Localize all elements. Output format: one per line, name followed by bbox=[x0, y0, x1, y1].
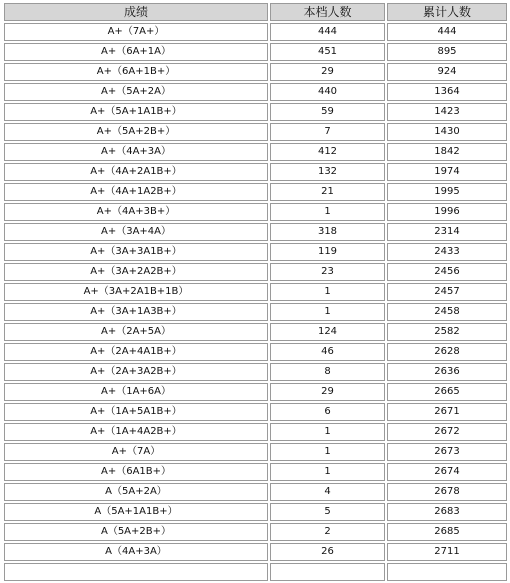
grade-cell: A（5A+2B+） bbox=[4, 523, 268, 541]
cumulative-count-cell: 895 bbox=[387, 43, 507, 61]
table-row bbox=[4, 103, 507, 121]
table-row bbox=[4, 183, 507, 201]
grade-cell: A+（6A+1A） bbox=[4, 43, 268, 61]
band-count-cell: 4 bbox=[270, 483, 385, 501]
band-count-cell: 1 bbox=[270, 203, 385, 221]
grade-cell: A+（4A+3B+） bbox=[4, 203, 268, 221]
table-row bbox=[4, 303, 507, 321]
band-count-cell: 1 bbox=[270, 283, 385, 301]
table-row bbox=[4, 23, 507, 41]
table-row bbox=[4, 343, 507, 361]
cumulative-count-cell: 2711 bbox=[387, 543, 507, 561]
table-row bbox=[4, 423, 507, 441]
grade-cell: A+（2A+3A2B+） bbox=[4, 363, 268, 381]
grade-cell: A+（3A+2A2B+） bbox=[4, 263, 268, 281]
grade-cell: A+（5A+2B+） bbox=[4, 123, 268, 141]
header-row bbox=[4, 3, 507, 21]
band-count-cell: 46 bbox=[270, 343, 385, 361]
band-count-cell: 2 bbox=[270, 523, 385, 541]
grade-cell: A+（5A+1A1B+） bbox=[4, 103, 268, 121]
header-band-count: 本档人数 bbox=[270, 3, 385, 21]
cumulative-count-cell: 2671 bbox=[387, 403, 507, 421]
cumulative-count-cell: 2433 bbox=[387, 243, 507, 261]
band-count-cell: 59 bbox=[270, 103, 385, 121]
cumulative-count-cell: 1430 bbox=[387, 123, 507, 141]
band-count-cell: 26 bbox=[270, 543, 385, 561]
table-row bbox=[4, 283, 507, 301]
grade-cell: A+（6A1B+） bbox=[4, 463, 268, 481]
table-row bbox=[4, 563, 507, 581]
grade-cell: A（5A+2A） bbox=[4, 483, 268, 501]
grade-cell: A+（5A+2A） bbox=[4, 83, 268, 101]
table-row bbox=[4, 123, 507, 141]
grade-cell: A+（2A+5A） bbox=[4, 323, 268, 341]
band-count-cell: 6 bbox=[270, 403, 385, 421]
band-count-cell: 1 bbox=[270, 443, 385, 461]
table-row bbox=[4, 363, 507, 381]
grade-cell: A+（4A+2A1B+） bbox=[4, 163, 268, 181]
grade-cell: A（4A+3A） bbox=[4, 543, 268, 561]
table-row bbox=[4, 523, 507, 541]
cumulative-count-cell: 2314 bbox=[387, 223, 507, 241]
table-row bbox=[4, 443, 507, 461]
grade-cell: A+（4A+3A） bbox=[4, 143, 268, 161]
table-row bbox=[4, 263, 507, 281]
table-row bbox=[4, 503, 507, 521]
table-row bbox=[4, 543, 507, 561]
grade-cell: A+（6A+1B+） bbox=[4, 63, 268, 81]
cumulative-count-cell: 2674 bbox=[387, 463, 507, 481]
cumulative-count-cell: 2672 bbox=[387, 423, 507, 441]
band-count-cell: 1 bbox=[270, 463, 385, 481]
band-count-cell: 451 bbox=[270, 43, 385, 61]
band-count-cell: 318 bbox=[270, 223, 385, 241]
cumulative-count-cell bbox=[387, 563, 507, 581]
grade-cell bbox=[4, 563, 268, 581]
cumulative-count-cell: 1842 bbox=[387, 143, 507, 161]
cumulative-count-cell: 924 bbox=[387, 63, 507, 81]
cumulative-count-cell: 2636 bbox=[387, 363, 507, 381]
band-count-cell: 124 bbox=[270, 323, 385, 341]
table-body bbox=[4, 23, 507, 581]
cumulative-count-cell: 444 bbox=[387, 23, 507, 41]
score-table bbox=[2, 1, 509, 583]
cumulative-count-cell: 2673 bbox=[387, 443, 507, 461]
band-count-cell: 1 bbox=[270, 303, 385, 321]
band-count-cell: 412 bbox=[270, 143, 385, 161]
table-row bbox=[4, 463, 507, 481]
band-count-cell: 7 bbox=[270, 123, 385, 141]
cumulative-count-cell: 2685 bbox=[387, 523, 507, 541]
cumulative-count-cell: 2665 bbox=[387, 383, 507, 401]
table-row bbox=[4, 383, 507, 401]
table-row bbox=[4, 143, 507, 161]
cumulative-count-cell: 1974 bbox=[387, 163, 507, 181]
band-count-cell: 5 bbox=[270, 503, 385, 521]
grade-cell: A+（3A+2A1B+1B） bbox=[4, 283, 268, 301]
cumulative-count-cell: 2678 bbox=[387, 483, 507, 501]
table-row bbox=[4, 243, 507, 261]
table-row bbox=[4, 63, 507, 81]
cumulative-count-cell: 2456 bbox=[387, 263, 507, 281]
table-row bbox=[4, 323, 507, 341]
band-count-cell: 444 bbox=[270, 23, 385, 41]
header-cumulative-count: 累计人数 bbox=[387, 3, 507, 21]
cumulative-count-cell: 1423 bbox=[387, 103, 507, 121]
grade-cell: A+（3A+1A3B+） bbox=[4, 303, 268, 321]
cumulative-count-cell: 1995 bbox=[387, 183, 507, 201]
cumulative-count-cell: 2457 bbox=[387, 283, 507, 301]
band-count-cell: 29 bbox=[270, 63, 385, 81]
band-count-cell bbox=[270, 563, 385, 581]
grade-cell: A+（2A+4A1B+） bbox=[4, 343, 268, 361]
cumulative-count-cell: 2582 bbox=[387, 323, 507, 341]
table-row bbox=[4, 163, 507, 181]
cumulative-count-cell: 1996 bbox=[387, 203, 507, 221]
band-count-cell: 29 bbox=[270, 383, 385, 401]
band-count-cell: 23 bbox=[270, 263, 385, 281]
header-grade: 成绩 bbox=[4, 3, 268, 21]
grade-cell: A+（3A+4A） bbox=[4, 223, 268, 241]
grade-cell: A+（1A+6A） bbox=[4, 383, 268, 401]
grade-cell: A+（4A+1A2B+） bbox=[4, 183, 268, 201]
table-row bbox=[4, 223, 507, 241]
cumulative-count-cell: 2683 bbox=[387, 503, 507, 521]
band-count-cell: 440 bbox=[270, 83, 385, 101]
cumulative-count-cell: 1364 bbox=[387, 83, 507, 101]
table-row bbox=[4, 203, 507, 221]
grade-cell: A+（7A） bbox=[4, 443, 268, 461]
grade-cell: A+（1A+4A2B+） bbox=[4, 423, 268, 441]
band-count-cell: 119 bbox=[270, 243, 385, 261]
band-count-cell: 132 bbox=[270, 163, 385, 181]
table-row bbox=[4, 43, 507, 61]
table-row bbox=[4, 403, 507, 421]
grade-cell: A+（1A+5A1B+） bbox=[4, 403, 268, 421]
band-count-cell: 8 bbox=[270, 363, 385, 381]
grade-cell: A+（7A+） bbox=[4, 23, 268, 41]
table-row bbox=[4, 483, 507, 501]
cumulative-count-cell: 2628 bbox=[387, 343, 507, 361]
table-row bbox=[4, 83, 507, 101]
band-count-cell: 21 bbox=[270, 183, 385, 201]
cumulative-count-cell: 2458 bbox=[387, 303, 507, 321]
grade-cell: A（5A+1A1B+） bbox=[4, 503, 268, 521]
band-count-cell: 1 bbox=[270, 423, 385, 441]
grade-cell: A+（3A+3A1B+） bbox=[4, 243, 268, 261]
